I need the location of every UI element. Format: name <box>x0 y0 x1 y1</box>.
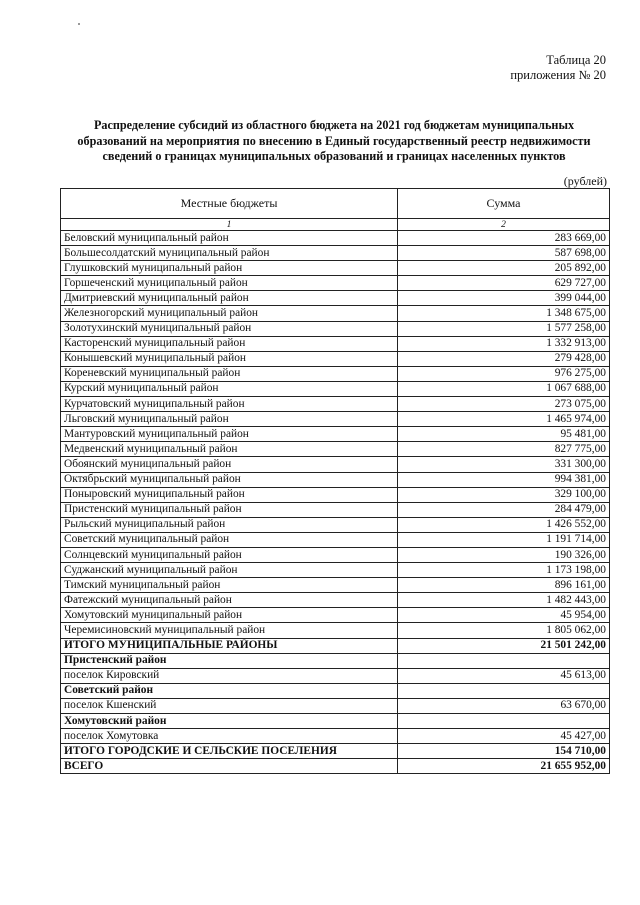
budget-name: Октябрьский муниципальный район <box>61 472 398 487</box>
budget-name: Обоянский муниципальный район <box>61 457 398 472</box>
budget-amount: 283 669,00 <box>398 231 610 246</box>
table-row <box>61 578 610 593</box>
column-number-1: 1 <box>61 219 398 231</box>
table-row <box>61 397 610 412</box>
budget-amount: 629 727,00 <box>398 276 610 291</box>
budget-amount: 587 698,00 <box>398 246 610 261</box>
table-row <box>61 442 610 457</box>
grand-total-row <box>61 759 610 774</box>
budget-amount: 205 892,00 <box>398 261 610 276</box>
table-row <box>61 532 610 547</box>
budget-amount: 190 326,00 <box>398 547 610 562</box>
table-row <box>61 668 610 683</box>
table-row <box>61 457 610 472</box>
header-row <box>61 189 610 219</box>
budget-name: Дмитриевский муниципальный район <box>61 291 398 306</box>
table-row <box>61 608 610 623</box>
table-row <box>61 563 610 578</box>
table-reference <box>510 53 606 83</box>
table-row <box>61 472 610 487</box>
table-row <box>61 321 610 336</box>
district-group-row <box>61 683 610 698</box>
currency-unit: (рублей) <box>563 174 607 188</box>
budget-name: Мантуровский муниципальный район <box>61 427 398 442</box>
budget-amount: 1 465 974,00 <box>398 412 610 427</box>
total-label: ИТОГО МУНИЦИПАЛЬНЫЕ РАЙОНЫ <box>61 638 398 653</box>
budget-name: Поныровский муниципальный район <box>61 487 398 502</box>
budget-amount: 95 481,00 <box>398 427 610 442</box>
column-header-budgets: Местные бюджеты <box>61 189 398 219</box>
scan-speck <box>78 23 80 25</box>
budget-name: Пристенский муниципальный район <box>61 502 398 517</box>
district-group-row <box>61 714 610 729</box>
title-line-2: образований на мероприятия по внесению в Единый государственный реестр недвижимости <box>77 133 591 148</box>
budget-amount: 273 075,00 <box>398 397 610 412</box>
budget-name: Горшеченский муниципальный район <box>61 276 398 291</box>
budget-name: Беловский муниципальный район <box>61 231 398 246</box>
district-group-row <box>61 653 610 668</box>
table-row <box>61 487 610 502</box>
budget-amount: 1 348 675,00 <box>398 306 610 321</box>
table-row <box>61 412 610 427</box>
budget-amount: 45 954,00 <box>398 608 610 623</box>
budget-amount: 896 161,00 <box>398 578 610 593</box>
budget-name: Железногорский муниципальный район <box>61 306 398 321</box>
total-amount: 21 501 242,00 <box>398 638 610 653</box>
budget-name: Курчатовский муниципальный район <box>61 397 398 412</box>
district-group-empty <box>398 683 610 698</box>
table-row <box>61 517 610 532</box>
budget-amount: 399 044,00 <box>398 291 610 306</box>
column-number-2: 2 <box>398 219 610 231</box>
subsidy-table <box>60 188 610 774</box>
table-row <box>61 593 610 608</box>
budget-name: Рыльский муниципальный район <box>61 517 398 532</box>
budget-amount: 279 428,00 <box>398 351 610 366</box>
table-row <box>61 427 610 442</box>
budget-name: Медвенский муниципальный район <box>61 442 398 457</box>
table-row <box>61 231 610 246</box>
budget-name: Черемисиновский муниципальный район <box>61 623 398 638</box>
budget-amount: 331 300,00 <box>398 457 610 472</box>
budget-name: Советский муниципальный район <box>61 532 398 547</box>
document-title <box>60 118 608 165</box>
budget-name: Курский муниципальный район <box>61 381 398 396</box>
budget-amount: 284 479,00 <box>398 502 610 517</box>
title-line-3: сведений о границах муниципальных образований и границах населенных пунктов <box>102 149 566 163</box>
budget-amount: 1 332 913,00 <box>398 336 610 351</box>
district-group-label: Хомутовский район <box>61 714 398 729</box>
budget-name: Фатежский муниципальный район <box>61 593 398 608</box>
table-row <box>61 336 610 351</box>
column-number-row <box>61 219 610 231</box>
budget-name: Тимский муниципальный район <box>61 578 398 593</box>
table-label: Таблица 20 <box>546 53 606 67</box>
settlement-amount: 45 613,00 <box>398 668 610 683</box>
grand-total-amount: 21 655 952,00 <box>398 759 610 774</box>
table-row <box>61 547 610 562</box>
table-row <box>61 366 610 381</box>
budget-name: Хомутовский муниципальный район <box>61 608 398 623</box>
total-districts-row <box>61 638 610 653</box>
column-header-amount: Сумма <box>398 189 610 219</box>
budget-amount: 1 482 443,00 <box>398 593 610 608</box>
table-row <box>61 698 610 713</box>
budget-amount: 994 381,00 <box>398 472 610 487</box>
total-settlements-row <box>61 744 610 759</box>
district-group-empty <box>398 714 610 729</box>
budget-name: Золотухинский муниципальный район <box>61 321 398 336</box>
title-line-1: Распределение субсидий из областного бюджета на 2021 год бюджетам муниципальных <box>93 118 575 132</box>
budget-name: Глушковский муниципальный район <box>61 261 398 276</box>
appendix-label: приложения № 20 <box>510 68 606 82</box>
budget-amount: 1 805 062,00 <box>398 623 610 638</box>
budget-amount: 1 426 552,00 <box>398 517 610 532</box>
budget-amount: 976 275,00 <box>398 366 610 381</box>
budget-name: Большесолдатский муниципальный район <box>61 246 398 261</box>
budget-name: Касторенский муниципальный район <box>61 336 398 351</box>
total-label: ИТОГО ГОРОДСКИЕ И СЕЛЬСКИЕ ПОСЕЛЕНИЯ <box>61 744 398 759</box>
budget-amount: 827 775,00 <box>398 442 610 457</box>
table-row <box>61 291 610 306</box>
settlement-name: поселок Кировский <box>61 668 398 683</box>
district-group-label: Пристенский район <box>61 653 398 668</box>
budget-amount: 1 067 688,00 <box>398 381 610 396</box>
settlement-name: поселок Хомутовка <box>61 729 398 744</box>
table-row <box>61 351 610 366</box>
settlement-name: поселок Кшенский <box>61 698 398 713</box>
table-row <box>61 381 610 396</box>
total-amount: 154 710,00 <box>398 744 610 759</box>
table-row <box>61 729 610 744</box>
budget-name: Суджанский муниципальный район <box>61 563 398 578</box>
table-row <box>61 261 610 276</box>
table-row <box>61 306 610 321</box>
budget-amount: 329 100,00 <box>398 487 610 502</box>
district-group-empty <box>398 653 610 668</box>
grand-total-label: ВСЕГО <box>61 759 398 774</box>
table-row <box>61 246 610 261</box>
budget-amount: 1 191 714,00 <box>398 532 610 547</box>
budget-name: Льговский муниципальный район <box>61 412 398 427</box>
table-row <box>61 623 610 638</box>
budget-name: Солнцевский муниципальный район <box>61 547 398 562</box>
settlement-amount: 45 427,00 <box>398 729 610 744</box>
budget-amount: 1 577 258,00 <box>398 321 610 336</box>
budget-name: Кореневский муниципальный район <box>61 366 398 381</box>
district-group-label: Советский район <box>61 683 398 698</box>
budget-name: Конышевский муниципальный район <box>61 351 398 366</box>
table-row <box>61 276 610 291</box>
table-row <box>61 502 610 517</box>
budget-amount: 1 173 198,00 <box>398 563 610 578</box>
settlement-amount: 63 670,00 <box>398 698 610 713</box>
